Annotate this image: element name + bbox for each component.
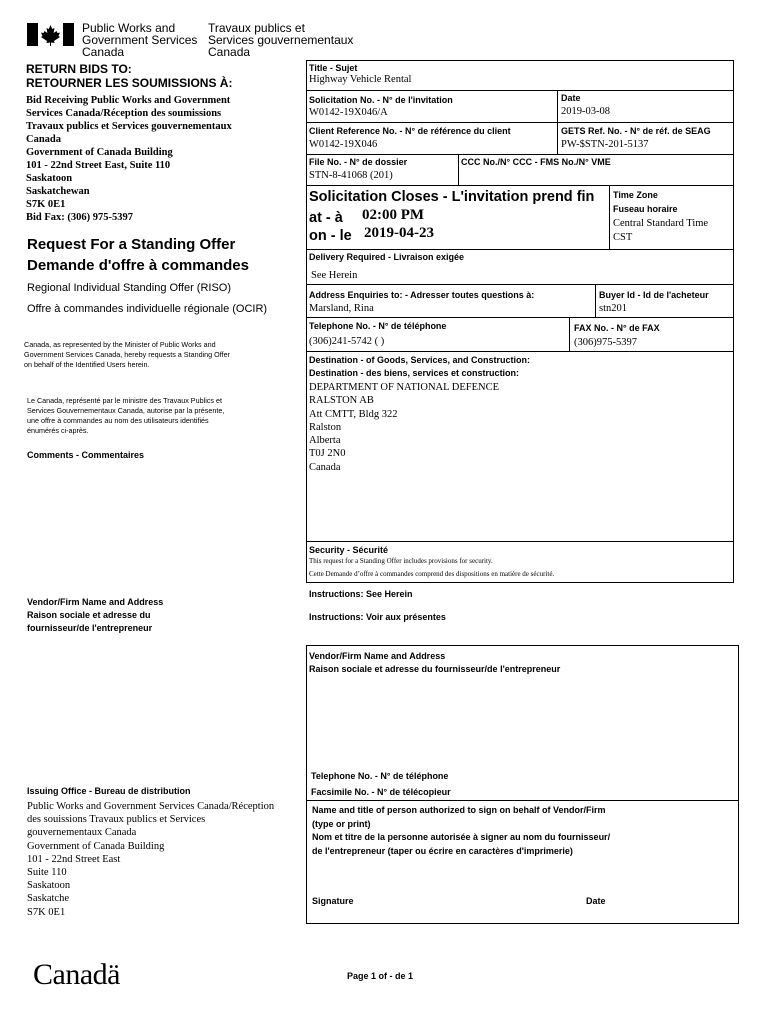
title-value: Highway Vehicle Rental [309,74,412,85]
telephone-label: Telephone No. - N° de téléphone [309,321,447,331]
security-text-fr: Cette Demande d’offre à commandes comprend des dispositions en matière de sécurité. [309,570,555,578]
solicitation-value: W0142-19X046/A [309,107,388,118]
request-title-en: Request For a Standing Offer [27,236,236,253]
solicitation-label: Solicitation No. - N° de l'invitation [309,95,453,105]
department-name-en: Public Works and Government Services Canada [82,21,198,59]
client-ref-label: Client Reference No. - N° de référence du client [309,126,511,136]
security-text-en: This request for a Standing Offer includes provisions for security. [309,557,493,565]
vendor-box [306,645,739,924]
page-number: Page 1 of - de 1 [347,971,414,981]
signature-label: Signature [312,896,354,906]
offer-type-en: Regional Individual Standing Offer (RISO) [27,282,232,294]
file-value: STN-8-41068 (201) [309,170,393,181]
destination-label-fr: Destination - des biens, services et construction: [309,368,520,378]
close-time-value: 02:00 PM [362,207,425,223]
return-bids-address: Bid Receiving Public Works and Government Services Canada/Réception des soumissions Travaux publics et Services gouvernementaux Canada Government of Canada Building 101 - 22nd Street East, Suite 110 Saskatoon Saskatchewan S7K 0E1 Bid Fax: (306) 975-5397 [26,95,232,223]
canada-wordmark: Canadä [33,958,120,991]
vendor-facsimile-label: Facsimile No. - N° de télécopieur [311,787,451,797]
vendor-label-fr: Raison sociale et adresse du fournisseur/de l'entrepreneur [309,664,561,674]
offer-type-fr: Offre à commandes individuelle régionale (OCIR) [27,303,268,315]
buyer-id-label: Buyer Id - Id de l'acheteur [599,290,709,300]
instructions-en: Instructions: See Herein [309,589,413,599]
delivery-value: See Herein [311,270,358,281]
fax-value: (306)975-5397 [574,337,637,348]
gets-value: PW-$STN-201-5137 [561,139,649,150]
timezone-abbr: CST [613,232,633,243]
department-name-fr: Travaux publics et Services gouvernementaux Canada [208,21,354,59]
delivery-label: Delivery Required - Livraison exigée [309,252,465,262]
ccc-label: CCC No./N° CCC - FMS No./N° VME [461,157,611,167]
canada-flag-icon [27,23,74,46]
comments-label: Comments - Commentaires [27,450,145,460]
authorized-person-label: Name and title of person authorized to sign on behalf of Vendor/Firm (type or print) Nom et titre de la personne autorisée à signer au nom du fournisseur/ de l'entrepreneur (taper ou écrire en caractères d'imprimerie) [312,805,611,856]
security-label: Security - Sécurité [309,545,389,555]
request-paragraph-en: Canada, as represented by the Minister of Public Works and Government Services Canada, hereby requests a Standing Offer on behalf of the Identified Users herein. [24,340,231,369]
return-bids-heading-fr: RETOURNER LES SOUMISSIONS À: [26,76,233,90]
destination-label-en: Destination - of Goods, Services, and Construction: [309,355,531,365]
issuing-office-address: Public Works and Government Services Canada/Réception des souissions Travaux publics et Services gouvernementaux Canada Government of Canada Building 101 - 22nd Street East Suite 110 Saskatoon Saskatche S7K 0E1 [27,801,275,918]
closes-label: Solicitation Closes - L'invitation prend fin [309,189,595,205]
vendor-telephone-label: Telephone No. - N° de téléphone [311,771,449,781]
fax-label: FAX No. - N° de FAX [574,323,660,333]
file-label: File No. - N° de dossier [309,157,408,167]
title-label: Title - Sujet [309,63,358,73]
date-label: Date [561,93,581,103]
telephone-value: (306)241-5742 ( ) [309,336,385,347]
signature-date-label: Date [586,896,606,906]
return-bids-heading-en: RETURN BIDS TO: [26,62,132,76]
client-ref-value: W0142-19X046 [309,139,378,150]
vendor-label-en: Vendor/Firm Name and Address [309,651,446,661]
destination-address: DEPARTMENT OF NATIONAL DEFENCE RALSTON AB Att CMTT, Bldg 322 Ralston Alberta T0J 2N0 Canada [309,382,500,473]
timezone-value: Central Standard Time [613,218,709,229]
issuing-office-label: Issuing Office - Bureau de distribution [27,786,191,796]
date-value: 2019-03-08 [561,106,610,117]
gets-label: GETS Ref. No. - N° de réf. de SEAG [561,126,711,136]
timezone-label-fr: Fuseau horaire [613,204,678,214]
enquiries-label: Address Enquiries to: - Adresser toutes questions à: [309,290,535,300]
buyer-id-value: stn201 [599,303,628,314]
instructions-fr: Instructions: Voir aux présentes [309,612,446,622]
close-date-value: 2019-04-23 [364,225,434,241]
vendor-label-left: Vendor/Firm Name and Address Raison sociale et adresse du fournisseur/de l'entrepreneur [27,597,164,633]
enquiries-value: Marsland, Rina [309,303,374,314]
on-label: on - le [309,228,352,244]
request-paragraph-fr: Le Canada, représenté par le ministre des Travaux Publics et Services Gouvernementaux Canada, autorise par la présente, une offre à commandes au nom des utilisateurs identifiés énumérés ci-après. [27,396,225,435]
timezone-label-en: Time Zone [613,190,658,200]
request-title-fr: Demande d'offre à commandes [27,257,249,274]
at-label: at - à [309,210,343,226]
